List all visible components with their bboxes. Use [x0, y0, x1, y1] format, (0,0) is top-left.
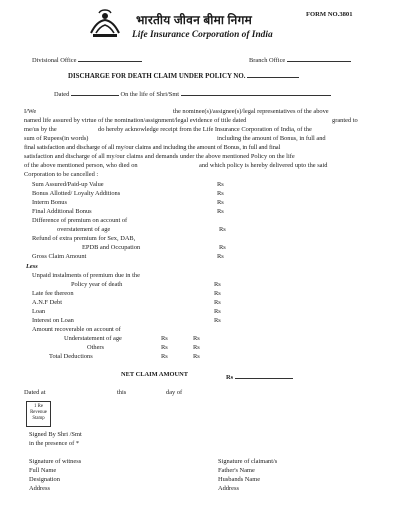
rs-label: Rs — [217, 181, 224, 188]
branch-office-label: Branch Office — [249, 57, 286, 64]
body-line: do hereby acknowledge receipt from the Life Insurance Corporation of India, of the — [98, 126, 312, 133]
item-late-fee: Late fee thereon — [32, 290, 74, 297]
rs-label: Rs — [219, 226, 226, 233]
claimant-father-label: Father's Name — [218, 467, 255, 474]
iwe-label: I/We — [24, 108, 37, 115]
rs-label: Rs — [217, 253, 224, 260]
item-total-deductions: Total Deductions — [49, 353, 93, 360]
dated-at-label: Dated at — [24, 389, 46, 396]
divisional-office-label: Divisional Office — [32, 57, 77, 64]
form-title — [68, 70, 299, 82]
item-diff-line1: Difference of premium on account of — [32, 217, 128, 224]
item-understatement: Understatement of age — [64, 335, 122, 342]
body-line: satisfaction and discharge of all my/our claims and demands under the above mentioned Policy on the life — [24, 153, 295, 160]
branch-office-field — [249, 54, 351, 65]
less-heading: Less — [26, 263, 38, 270]
witness-signature-label: Signature of witness — [29, 458, 82, 465]
rs-label: Rs — [193, 344, 200, 351]
body-line: and which policy is hereby delivered upto the said — [199, 162, 328, 169]
item-unpaid-line1: Unpaid instalments of premium due in the — [32, 272, 140, 279]
body-line: the nominee(s)/assignee(s)/legal representatives of the above — [173, 108, 329, 115]
rs-label: Rs — [217, 199, 224, 206]
revenue-stamp-box — [26, 401, 51, 427]
item-interim: Interm Bonus — [32, 199, 67, 206]
item-final-bonus: Final Additional Bonus — [32, 208, 92, 215]
lic-hindi-name: भारतीय जीवन बीमा निगम — [136, 13, 253, 27]
item-interest: Interest on Loan — [32, 317, 74, 324]
body-line: granted to — [332, 117, 358, 124]
stamp-line: Revenue — [30, 409, 47, 415]
body-line: final satisfaction and discharge of all my/our claims and including the amount of Bonus, in full and final — [24, 144, 281, 151]
form-number: FORM NO.3801 — [306, 11, 353, 18]
claimant-signature-label: Signature of claimant/s — [218, 458, 278, 465]
day-of-label: day of — [166, 389, 183, 396]
witness-name-label: Full Name — [29, 467, 57, 474]
net-claim-input[interactable] — [235, 371, 293, 379]
presence-label: in the presence of * — [29, 440, 80, 447]
net-claim-rs: Rs — [226, 374, 234, 381]
divisional-office-input[interactable] — [78, 54, 142, 62]
rs-label: Rs — [161, 344, 168, 351]
signed-by-label: Signed By Shri /Smt — [29, 431, 82, 438]
item-loan: Loan — [32, 308, 46, 315]
body-line — [24, 108, 36, 116]
divisional-office-field — [32, 54, 142, 65]
claimant-husband-label: Husbands Name — [218, 476, 261, 483]
stamp-line: 1 Re — [34, 404, 43, 409]
rs-label: Rs — [193, 335, 200, 342]
witness-address-label: Address — [29, 485, 50, 492]
dated-field — [54, 88, 331, 99]
body-line: including the amount of Bonus, in full and — [217, 135, 326, 142]
policy-number-input[interactable] — [247, 70, 299, 78]
rs-label: Rs — [219, 244, 226, 251]
item-bonus: Bonus Allotted/ Loyalty Additions — [32, 190, 121, 197]
item-diff-line2: overstatement of age — [57, 226, 111, 233]
lic-logo-icon — [87, 7, 123, 41]
body-line: named life assured by virtue of the nomination/assignment/legal evidence of title dated — [24, 117, 247, 124]
net-claim-label: NET CLAIM AMOUNT — [121, 371, 188, 378]
item-sum-assured: Sum Assured/Paid-up Value — [32, 181, 104, 188]
item-others: Others — [87, 344, 105, 351]
rs-label: Rs — [214, 308, 221, 315]
body-line: of the above mentioned person, who died on — [24, 162, 138, 169]
lic-english-name: Life Insurance Corporation of India — [132, 30, 273, 40]
rs-label: Rs — [214, 290, 221, 297]
rs-label: Rs — [161, 335, 168, 342]
dated-input[interactable] — [71, 88, 119, 96]
rs-label: Rs — [193, 353, 200, 360]
stamp-line: Stamp — [32, 415, 45, 421]
body-line: sum of Rupees(in words) — [24, 135, 89, 142]
item-refund-line1: Refund of extra premium for Sex, DAB, — [32, 235, 136, 242]
witness-designation-label: Designation — [29, 476, 60, 483]
item-unpaid-line2: Policy year of death — [71, 281, 123, 288]
net-claim-field — [226, 371, 293, 382]
rs-label: Rs — [214, 281, 221, 288]
claimant-address-label: Address — [218, 485, 239, 492]
rs-label: Rs — [161, 353, 168, 360]
body-line: me/us by the — [24, 126, 57, 133]
on-life-label: On the life of Shri/Smt — [120, 91, 180, 98]
item-refund-line2: EPDB and Occupation — [82, 244, 141, 251]
this-label: this — [117, 389, 127, 396]
life-assured-input[interactable] — [181, 88, 331, 96]
rs-label: Rs — [217, 208, 224, 215]
rs-label: Rs — [214, 299, 221, 306]
form-title-text: DISCHARGE FOR DEATH CLAIM UNDER POLICY NO. — [68, 73, 246, 80]
rs-label: Rs — [217, 190, 224, 197]
dated-label: Dated — [54, 91, 70, 98]
rs-label: Rs — [214, 317, 221, 324]
item-recover: Amount recoverable on account of — [32, 326, 121, 333]
body-line: Corporation to be cancelled : — [24, 171, 99, 178]
item-gross: Gross Claim Amount — [32, 253, 87, 260]
branch-office-input[interactable] — [287, 54, 351, 62]
item-anf-debt: A.N.F Debt — [32, 299, 62, 306]
